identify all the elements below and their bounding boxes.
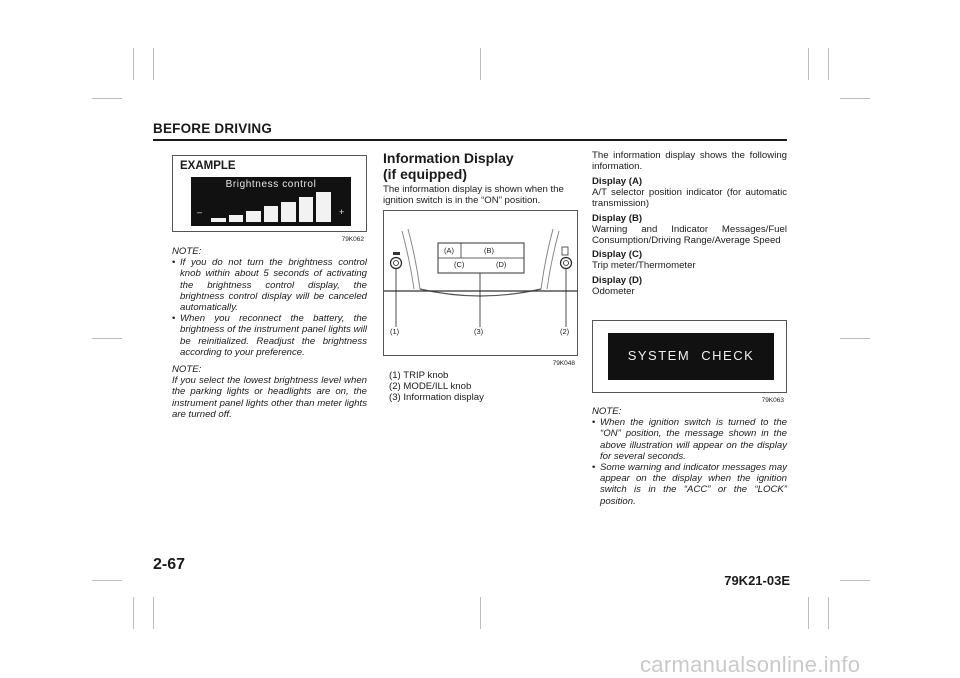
note-item: • When the ignition switch is turned to the “ON” position, the message shown in the above illustration will appear on the display for several seconds. bbox=[592, 417, 787, 462]
cluster-figure bbox=[383, 210, 578, 367]
page-header-title: BEFORE DRIVING bbox=[153, 121, 273, 136]
crop-mark bbox=[153, 48, 154, 80]
note-block-1 bbox=[172, 246, 367, 358]
right-intro: The information display shows the following information. bbox=[592, 150, 787, 173]
legend-item: (3) Information display bbox=[389, 392, 484, 404]
brightness-level-bar bbox=[246, 211, 261, 222]
note-item: • If you do not turn the brightness control knob within about 5 seconds of activating the brightness control display, the brightness control display will be canceled automatically. bbox=[172, 257, 367, 313]
display-def: Warning and Indicator Messages/Fuel Consumption/Driving Range/Average Speed bbox=[592, 223, 787, 247]
brightness-level-bar bbox=[229, 215, 244, 223]
display-def: Odometer bbox=[592, 285, 635, 297]
figure-code: 79K063 bbox=[761, 397, 784, 404]
brightness-plus: + bbox=[339, 207, 345, 217]
crop-mark bbox=[92, 580, 122, 581]
crop-mark bbox=[480, 597, 481, 629]
note-block-3 bbox=[592, 406, 787, 507]
section-title bbox=[383, 150, 583, 182]
label-b: (B) bbox=[484, 246, 494, 255]
note-label: NOTE: bbox=[172, 246, 202, 257]
brightness-level-bar bbox=[299, 197, 314, 222]
figure-code: 79K048 bbox=[552, 360, 575, 367]
note-item: • Some warning and indicator messages may appear on the display when the ignition switch is in the “ACC” or the “LOCK” position. bbox=[592, 462, 787, 507]
crop-mark bbox=[808, 48, 809, 80]
system-check-text: SYSTEM CHECK bbox=[627, 348, 755, 363]
crop-mark bbox=[808, 597, 809, 629]
display-term: Display (D) bbox=[592, 274, 643, 286]
page-number: 2-67 bbox=[153, 556, 186, 573]
brightness-minus: – bbox=[197, 207, 203, 217]
callout-3: (3) bbox=[474, 327, 484, 336]
note-block-2 bbox=[172, 364, 367, 420]
callout-1: (1) bbox=[390, 327, 400, 336]
section-intro: The information display is shown when the ignition switch is in the “ON” position. bbox=[383, 184, 564, 207]
brightness-level-bar bbox=[211, 218, 226, 223]
display-def: A/T selector position indicator (for automatic transmission) bbox=[592, 187, 787, 210]
label-d: (D) bbox=[496, 260, 507, 269]
callout-2: (2) bbox=[560, 327, 570, 336]
note-label: NOTE: bbox=[592, 406, 622, 417]
label-c: (C) bbox=[454, 260, 465, 269]
header-rule bbox=[153, 139, 787, 141]
crop-mark bbox=[133, 597, 134, 629]
brightness-level-bar bbox=[264, 206, 279, 222]
section-title-line1: Information Display bbox=[383, 150, 514, 166]
display-definitions bbox=[592, 176, 787, 297]
crop-mark bbox=[840, 580, 870, 581]
crop-mark bbox=[92, 338, 122, 339]
display-def: Trip meter/Thermometer bbox=[592, 260, 696, 272]
system-check-figure bbox=[592, 320, 787, 404]
crop-mark bbox=[828, 48, 829, 80]
crop-mark bbox=[828, 597, 829, 629]
display-term: Display (A) bbox=[592, 176, 643, 187]
note-text: If you select the lowest brightness level when the parking lights or headlights are on, the instrument panel lights other than meter lights are turned off. bbox=[172, 375, 367, 420]
display-term: Display (C) bbox=[592, 249, 643, 261]
watermark: carmanualsonline.info bbox=[640, 652, 861, 677]
legend-item: (1) TRIP knob bbox=[389, 370, 449, 381]
figure-code: 79K062 bbox=[341, 236, 364, 243]
brightness-level-bar bbox=[316, 192, 331, 222]
note-label: NOTE: bbox=[172, 364, 202, 375]
crop-mark bbox=[840, 98, 870, 99]
brightness-screen-title: Brightness control bbox=[225, 179, 317, 190]
crop-mark bbox=[92, 98, 122, 99]
brightness-bars bbox=[211, 192, 331, 222]
display-term: Display (B) bbox=[592, 212, 643, 224]
system-check-screen bbox=[608, 333, 774, 380]
section-title-line2: (if equipped) bbox=[383, 166, 467, 182]
figure-legend bbox=[389, 370, 579, 404]
brightness-screen bbox=[191, 177, 351, 226]
brightness-figure bbox=[172, 155, 367, 243]
example-label: EXAMPLE bbox=[180, 160, 236, 172]
note-item: • When you reconnect the battery, the brightness of the instrument panel lights will be reinitialized. Readjust the brightness according to your preference. bbox=[172, 313, 367, 358]
crop-mark bbox=[133, 48, 134, 80]
crop-mark bbox=[480, 48, 481, 80]
document-code: 79K21-03E bbox=[724, 573, 790, 588]
legend-item: (2) MODE/ILL knob bbox=[389, 381, 472, 393]
crop-mark bbox=[153, 597, 154, 629]
brightness-level-bar bbox=[281, 202, 296, 222]
label-a: (A) bbox=[444, 246, 454, 255]
crop-mark bbox=[840, 338, 870, 339]
